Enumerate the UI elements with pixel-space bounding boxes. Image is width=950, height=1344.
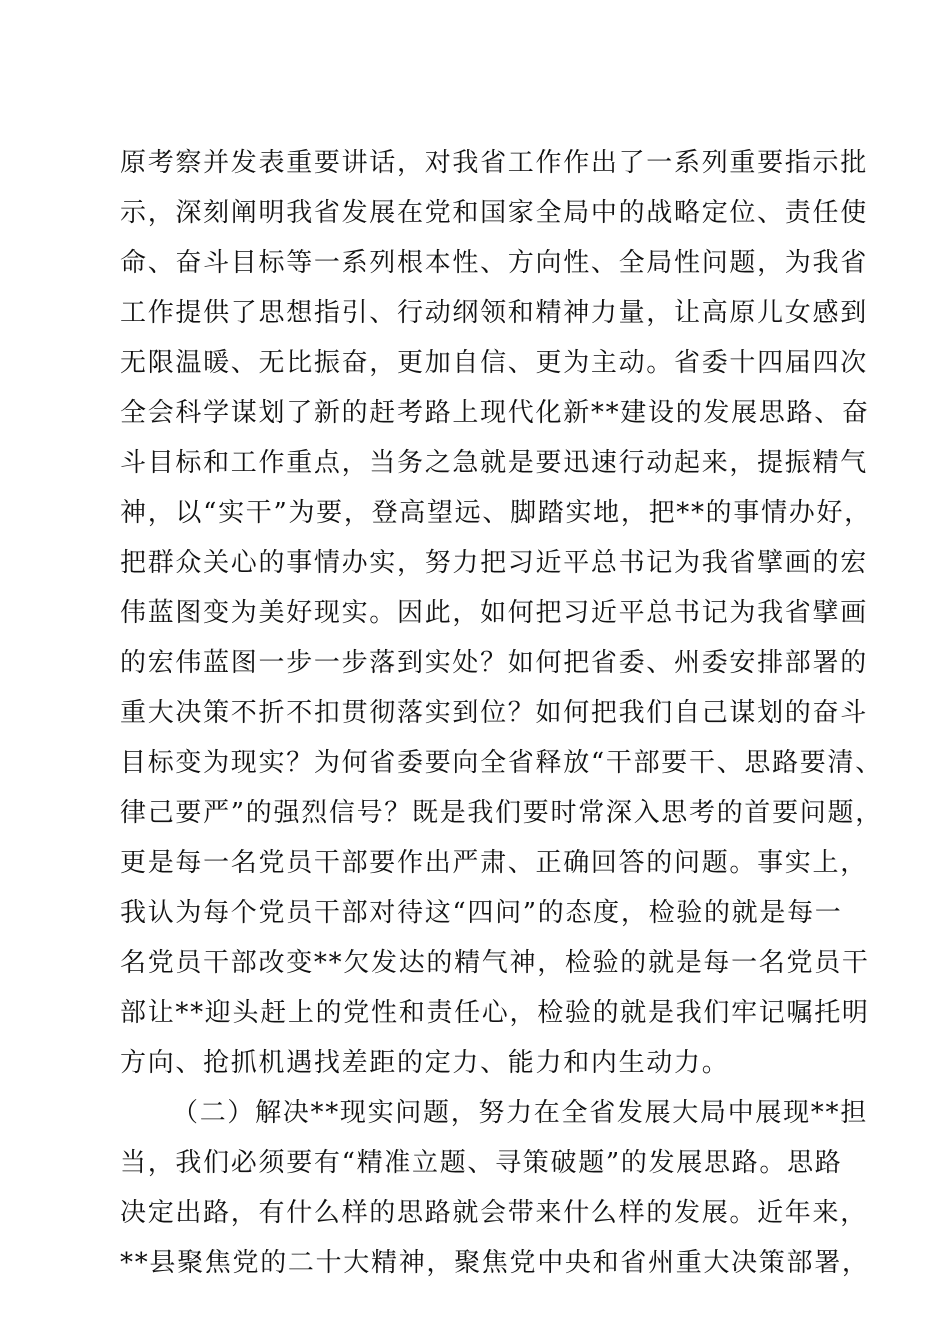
text-line: 部让**迎头赶上的党性和责任心，检验的就是我们牢记嘱托明 [120,998,870,1028]
text-line: 名党员干部改变**欠发达的精气神，检验的就是每一名党员干 [120,948,870,978]
text-line: 神，以“实干”为要，登高望远、脚踏实地，把**的事情办好， [120,498,872,528]
text-line: **县聚焦党的二十大精神，聚焦党中央和省州重大决策部署， [120,1248,870,1278]
text-line: 律己要严”的强烈信号？既是我们要时常深入思考的首要问题， [120,798,883,828]
text-line: 的宏伟蓝图一步一步落到实处？如何把省委、州委安排部署的 [120,648,868,678]
text-line: 更是每一名党员干部要作出严肃、正确回答的问题。事实上， [120,848,868,878]
text-line: 伟蓝图变为美好现实。因此，如何把习近平总书记为我省擘画 [120,598,868,628]
text-line: 方向、抢抓机遇找差距的定力、能力和内生动力。 [120,1048,730,1078]
text-line: 无限温暖、无比振奋，更加自信、更为主动。省委十四届四次 [120,348,868,378]
text-line: 命、奋斗目标等一系列根本性、方向性、全局性问题，为我省 [120,248,868,278]
text-line: 目标变为现实？为何省委要向全省释放“干部要干、思路要清、 [120,748,883,778]
text-line: 把群众关心的事情办实，努力把习近平总书记为我省擘画的宏 [120,548,868,578]
text-line: 当，我们必须要有“精准立题、寻策破题”的发展思路。思路 [120,1148,843,1178]
text-line: 工作提供了思想指引、行动纲领和精神力量，让高原儿女感到 [120,298,868,328]
text-line: 我认为每个党员干部对待这“四问”的态度，检验的就是每一 [120,898,843,928]
text-line: 全会科学谋划了新的赶考路上现代化新**建设的发展思路、奋 [120,398,870,428]
text-line: （二）解决**现实问题，努力在全省发展大局中展现**担 [172,1098,868,1128]
text-line: 决定出路，有什么样的思路就会带来什么样的发展。近年来， [120,1198,868,1228]
text-line: 斗目标和工作重点，当务之急就是要迅速行动起来，提振精气 [120,448,868,478]
text-line: 重大决策不折不扣贯彻落实到位？如何把我们自己谋划的奋斗 [120,698,868,728]
text-line: 示，深刻阐明我省发展在党和国家全局中的战略定位、责任使 [120,198,868,228]
text-line: 原考察并发表重要讲话，对我省工作作出了一系列重要指示批 [120,148,868,178]
